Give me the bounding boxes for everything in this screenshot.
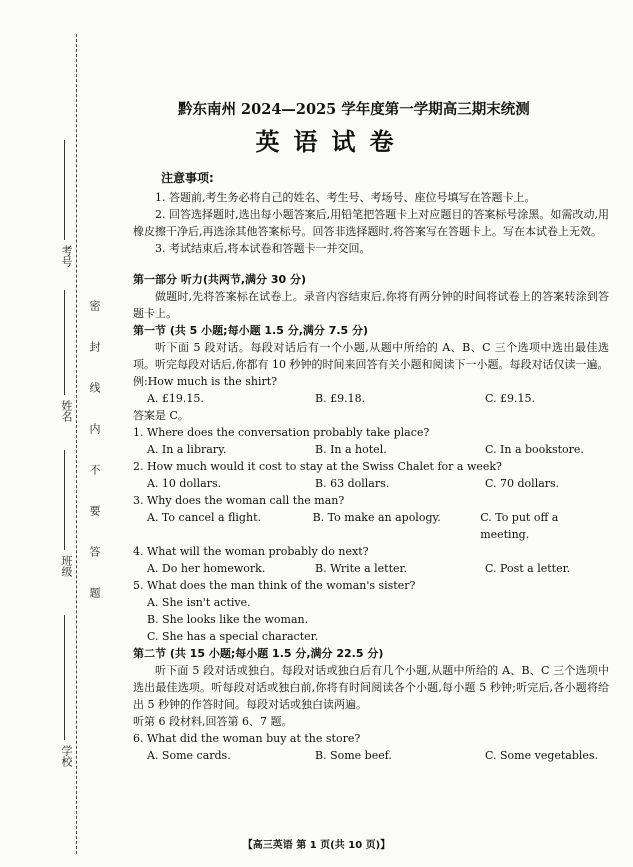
question-5: 5. What does the man think of the woman's sister? [133,579,416,592]
option-a: A. 10 dollars. [147,477,222,490]
class-field [64,450,65,550]
option-a: A. Some cards. [147,749,231,762]
option-b: B. Write a letter. [315,562,408,575]
part1-intro: 做题时,先将答案标在试卷上。录音内容结束后,你将有两分钟的时间将试卷上的答案转涂到答题卡上。 [133,290,609,320]
option-b: B. 63 dollars. [315,477,390,490]
note-item-1: 1. 答题前,考生务必将自己的姓名、考生号、考场号、座位号填写在答题卡上。 [155,191,536,204]
question-6: 6. What did the woman buy at the store? [133,732,361,745]
school-label: 学校 [60,745,73,767]
section2-intro: 听下面 5 段对话或独白。每段对话或独白后有几个小题,从题中所给的 A、B、C 三个选项中选出最佳选项。听每段对话或独白前,你将有时间阅读各个小题,每小题 5 秒钟;听完后,各小题将给出 5 秒钟的作答时间。每段对话或独白读两遍。 [133,664,609,711]
question-2-options [133,475,609,492]
listen-6-instruction: 听第 6 段材料,回答第 6、7 题。 [133,715,293,728]
option-a: A. In a library. [147,443,227,456]
question-1: 1. Where does the conversation probably take place? [133,426,430,439]
question-3: 3. Why does the woman call the man? [133,494,345,507]
option-c: C. To put off a meeting. [480,511,559,541]
section1-title: 第一节 (共 5 小题;每小题 1.5 分,满分 7.5 分) [133,324,369,337]
example-answer: 答案是 C。 [133,409,189,422]
option-b: B. Some beef. [315,749,392,762]
school-field [64,615,65,740]
question-3-options [133,509,609,543]
question-1-options [133,441,609,458]
question-2: 2. How much would it cost to stay at the Swiss Chalet for a week? [133,460,502,473]
option-b: B. £9.18. [315,392,366,405]
question-5-option-c: C. She has a special character. [147,630,319,643]
class-label: 班级 [60,555,73,577]
seal-notice: 密封线内不要答题 [88,300,101,628]
option-c: C. Post a letter. [485,562,571,575]
option-c: C. In a bookstore. [485,443,584,456]
option-a: A. £19.15. [147,392,204,405]
part1-title: 第一部分 听力(共两节,满分 30 分) [133,273,307,286]
name-label: 姓名 [60,400,73,422]
question-6-options [133,747,609,764]
option-b: B. To make an apology. [312,511,441,524]
example-options [133,390,609,407]
example-question: 例:How much is the shirt? [133,375,278,388]
option-a: A. To cancel a flight. [147,511,261,524]
question-5-option-b: B. She looks like the woman. [147,613,309,626]
note-item-3: 3. 考试结束后,将本试卷和答题卡一并交回。 [155,242,371,255]
option-b: B. In a hotel. [315,443,387,456]
option-c: C. £9.15. [485,392,536,405]
binding-dashed-line [76,34,78,854]
option-c: C. 70 dollars. [485,477,560,490]
option-a: A. Do her homework. [147,562,266,575]
section1-intro: 听下面 5 段对话。每段对话后有一个小题,从题中所给的 A、B、C 三个选项中选出最佳选项。听完每段对话后,你都有 10 秒钟的时间来回答有关小题和阅读下一小题。每段对话仅读一遍。 [133,341,609,371]
exam-title: 黔东南州 2024—2025 学年度第一学期高三期末统测 [178,101,530,118]
name-field [64,290,65,395]
section2-title: 第二节 (共 15 小题;每小题 1.5 分,满分 22.5 分) [133,647,384,660]
exam-subject-title: 英语试卷 [255,127,408,156]
exam-no-label: 考号 [60,245,73,267]
question-4-options [133,560,609,577]
question-4: 4. What will the woman probably do next? [133,545,369,558]
notes-heading: 注意事项: [161,171,214,185]
page-footer: 【高三英语 第 1 页(共 10 页)】 [242,840,391,851]
question-5-option-a: A. She isn't active. [147,596,251,609]
exam-content [133,170,609,764]
option-c: C. Some vegetables. [485,749,599,762]
note-item-2: 2. 回答选择题时,选出每小题答案后,用铅笔把答题卡上对应题目的答案标号涂黑。如需改动,用橡皮擦干净后,再选涂其他答案标号。回答非选择题时,将答案写在答题卡上。写在本试卷上无效。 [133,208,609,238]
